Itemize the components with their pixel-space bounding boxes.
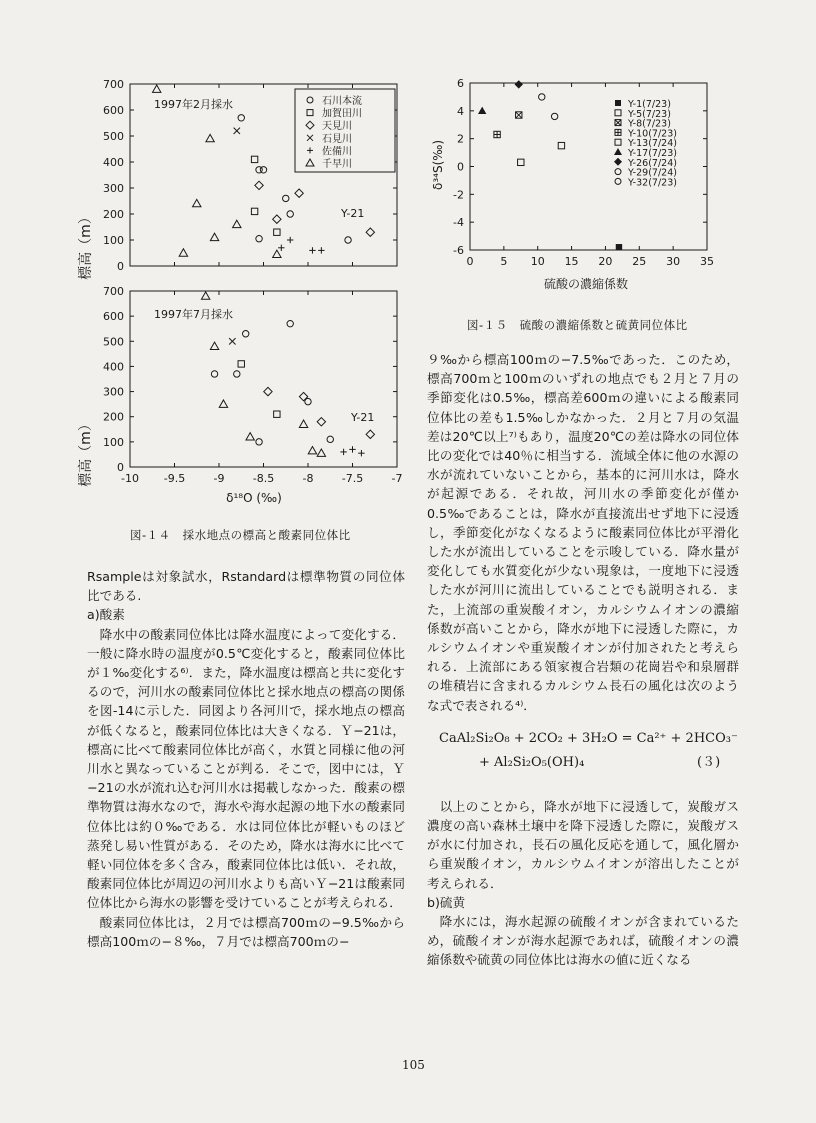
right-column [427, 350, 739, 970]
fig15-caption: 図-１５ 硫酸の濃縮係数と硫黄同位体比 [467, 318, 688, 332]
fig15-xlabel: 硫酸の濃縮係数 [543, 277, 629, 291]
heading-oxygen: a)酸素 [87, 607, 125, 623]
fig14-top-point [251, 156, 257, 162]
fig14-y21-bottom: Y-21 [351, 411, 375, 424]
fig15-point [478, 107, 486, 114]
fig14-bottom-xtick: -7.5 [341, 472, 364, 485]
fig14-top-point [318, 247, 324, 253]
fig15-point [551, 113, 557, 119]
paragraph-rsample: Rsampleは対象試水，Rstandardは標準物質の同位体比である. [87, 569, 405, 604]
fig15-point [558, 142, 564, 148]
fig14-legend-label: 千早川 [322, 159, 352, 170]
fig14-y21-top: Y-21 [341, 207, 365, 220]
fig14-ylabel-bottom: 標高（m） [78, 417, 94, 487]
fig14-bottom-point [238, 361, 244, 367]
fig15-legend-label: Y-8(7/23) [628, 118, 671, 130]
fig14-top-point [179, 249, 187, 256]
fig15-ytick: -4 [453, 216, 464, 230]
fig14-top-point [273, 250, 281, 257]
fig14-bottom-ytick: 0 [117, 461, 124, 474]
equation-line-1: CaAl₂Si₂O₈ + 2CO₂ + 3H₂O = Ca²⁺ + 2HCO₃⁻ [439, 730, 738, 746]
fig14-bottom-point [201, 292, 209, 299]
fig14-bottom-point [327, 436, 333, 442]
fig14-legend [295, 89, 395, 172]
heading-sulfur: b)硫黄 [427, 894, 466, 910]
fig14-top-point [238, 115, 244, 121]
fig14-bottom-ytick: 600 [103, 310, 124, 324]
fig14-bottom-point [317, 418, 325, 426]
fig14-bottom-point [340, 449, 346, 455]
fig14-top-point [193, 199, 201, 206]
fig15-ytick: 2 [457, 132, 464, 146]
fig15-point [539, 94, 545, 100]
fig15-legend-marker [614, 158, 622, 166]
fig15-xtick: 0 [466, 255, 474, 268]
fig14-top-point [366, 228, 374, 236]
fig14-bottom-point [256, 439, 262, 445]
fig15-legend-marker [615, 120, 621, 126]
fig14-bottom-xtick: -7 [391, 472, 403, 485]
fig14-bottom-point [210, 342, 218, 349]
left-column [87, 567, 405, 951]
fig14-bottom-point [211, 371, 217, 377]
fig14-top-point [295, 189, 303, 197]
fig14-bottom-point [246, 433, 254, 440]
fig14-xlabel: δ¹⁸O (‰) [226, 491, 282, 505]
fig14-bottom-point [264, 387, 272, 395]
fig14-bottom-ytick: 400 [103, 360, 124, 374]
fig14-top-ytick: 200 [103, 208, 124, 221]
fig15-legend-marker [615, 178, 621, 184]
fig14-bottom-point [274, 411, 280, 417]
fig14-legend-label: 石見川 [322, 133, 352, 145]
fig15-legend-marker [615, 129, 621, 135]
fig15-point [616, 244, 622, 250]
figure-15 [420, 70, 720, 295]
equation-number: (３) [697, 754, 721, 770]
fig14-bottom-point [349, 446, 355, 452]
fig15-legend-label: Y-10(7/23) [628, 128, 677, 140]
fig14-bottom-label: 1997年7月採水 [154, 308, 233, 321]
fig14-bottom-xtick: -9 [213, 472, 225, 485]
fig15-legend-marker [614, 148, 622, 155]
fig14-top-point [345, 237, 351, 243]
fig15-ytick: 4 [457, 104, 464, 118]
fig15-legend-marker [615, 169, 621, 175]
paragraph-oxygen-1: 降水中の酸素同位体比は降水温度によって変化する．一般に降水時の温度が0.5℃変化すると，酸素同位体比が１‰変化する⁶⁾．また，降水温度は標高と共に変化するので，河川水の酸素同位体比と採水地点の標高の関係を図-14に示した．同図より各河川で，採水地点の標高が低くなると，酸素同位体比は大きくなる．Ｙ−21は，標高に比べて酸素同位体比が高く，水質と同様に他の河川水と異なっていることが判る．そこで，図中には，Ｙ−21の水が流れ込む河川水は掲載しなかった．酸素の標準物質は海水なので，海水や海水起源の地下水の酸素同位体比は約０‰である．水は同位体比が軽いものほど蒸発し易い性質がある．そのため，降水は海水に比べて軽い同位体を多く含み，酸素同位体比は低い．それ故，酸素同位体比が周辺の河川水よりも高いＹ−21は酸素同位体比から海水の影響を受けていることが考えられる． [87, 626, 405, 911]
fig15-legend-label: Y-29(7/24) [628, 167, 677, 179]
fig14-top-point [283, 195, 289, 201]
fig14-bottom-ytick: 100 [103, 435, 124, 449]
fig15-legend-label: Y-17(7/23) [628, 148, 677, 159]
fig14-top-point [210, 233, 218, 240]
fig14-top-point [278, 245, 284, 251]
fig15-xtick: 35 [700, 255, 714, 268]
paragraph-continued: ９‰から標高100ｍの−7.5‰であった．このため，標高700ｍと100ｍのいずれの地点でも２月と７月の季節変化は0.5‰，標高差600ｍの違いによる酸素同位体比の差も1.5‰しかなかった．２月と７月の気温差は20℃以上⁷⁾もあり，温度20℃の差は降水の同位体比の変化では40％に相当する．流域全体に他の水源の水が流れていないことから，基本的に河川水は，降水が起源である．それ故，河川水の季節変化が僅か0.5‰であることは，降水が直接流出せず地下に浸透し，季節変化がなくなるように酸素同位体比が平滑化した水が流出していることを示唆している．降水量が変化しても水質変化が少ない現象は，一度地下に浸透した水が河川に流出していることでも説明される．また，上流部の重炭酸イオン，カルシウムイオンの濃縮係数が高いことから，降水が地下に浸透した際に，カルシウムイオンや重炭酸イオンが付加されたと考えられる．上流部にある領家複合岩類の花崗岩や和泉層群の堆積岩に含まれるカルシウム長石の風化は次のような式で表される⁴⁾． [427, 352, 739, 713]
fig14-bottom-point [287, 320, 293, 326]
fig14-top-point [251, 208, 257, 214]
fig15-point [515, 80, 523, 88]
fig15-xtick: 25 [632, 255, 647, 268]
fig14-bottom-ytick: 500 [103, 335, 124, 349]
fig14-bottom-xtick: -8.5 [252, 472, 275, 485]
fig14-top-ytick: 100 [103, 234, 124, 247]
fig14-ylabel-top: 標高（m） [78, 210, 94, 280]
fig14-bottom-point [366, 430, 374, 438]
equation-line-2: + Al₂Si₂O₅(OH)₄ [479, 754, 585, 770]
paragraph-sulfur: 降水には，海水起源の硫酸イオンが含まれているため，硫酸イオンが海水起源であれば，硫酸イオンの濃縮係数や硫黄の同位体比は海水の値に近くなる [427, 914, 739, 968]
fig14-top-ytick: 700 [103, 78, 124, 91]
fig15-legend-marker [615, 100, 621, 106]
fig14-top-point [273, 215, 281, 223]
fig14-top-point [287, 211, 293, 217]
fig14-bottom-point [243, 331, 249, 337]
fig14-top-ytick: 300 [103, 182, 124, 195]
fig15-legend-marker [615, 110, 621, 116]
fig14-top-point [309, 247, 315, 253]
fig14-legend-label: 石川本流 [322, 96, 362, 107]
paragraph-conclusion: 以上のことから，降水が地下に浸透して，炭酸ガス濃度の高い森林土壌中を降下浸透した際に，炭酸ガスが水に付加され，長石の風化反応を通して，風化層から重炭酸イオン，カルシウムイオンが溶出したことが考えられる． [427, 798, 739, 891]
fig14-top-point [206, 134, 214, 141]
fig14-top-point [256, 236, 262, 242]
fig14-bottom-point [299, 392, 307, 400]
fig15-point [494, 131, 500, 137]
fig14-bottom-xtick: -9.5 [163, 472, 186, 485]
fig14-bottom-ytick: 700 [103, 285, 124, 298]
fig15-xtick: 5 [500, 255, 508, 268]
fig14-bottom-point [358, 450, 364, 456]
figure-14 [70, 70, 410, 540]
fig14-top-ytick: 500 [103, 130, 124, 143]
page-number: 105 [402, 1058, 425, 1072]
fig15-legend-label: Y-32(7/23) [628, 177, 677, 189]
fig15-point [518, 159, 524, 165]
fig14-bottom-point [308, 446, 316, 453]
fig14-top-point [234, 128, 240, 134]
fig14-top-ytick: 0 [117, 260, 124, 273]
fig14-bottom-point [317, 449, 325, 456]
fig14-bottom-ytick: 200 [103, 410, 124, 424]
fig14-caption: 図-１４ 採水地点の標高と酸素同位体比 [130, 528, 351, 542]
fig15-xtick: 30 [666, 255, 681, 268]
fig15-ytick: 6 [457, 77, 464, 90]
fig14-top-point [255, 181, 263, 189]
fig14-top-point [233, 220, 241, 227]
fig15-legend-label: Y-5(7/23) [628, 108, 671, 120]
fig14-bottom-point [219, 400, 227, 407]
fig14-bottom-ytick: 300 [103, 385, 124, 399]
fig15-legend-label: Y-26(7/24) [628, 157, 677, 169]
fig15-legend-label: Y-13(7/24) [628, 138, 677, 150]
fig14-bottom-point [234, 371, 240, 377]
fig14-top-point [274, 229, 280, 235]
fig14-top-label: 1997年2月採水 [154, 98, 233, 111]
fig15-ylabel: δ³⁴S(‰) [431, 139, 445, 191]
fig14-top-ytick: 400 [103, 156, 124, 169]
fig15-ytick: -6 [453, 244, 464, 257]
fig15-xtick: 10 [530, 255, 545, 268]
fig15-legend-marker [615, 139, 621, 145]
fig15-point [516, 112, 522, 118]
fig14-legend-label: 佐備川 [322, 146, 352, 158]
fig15-ytick: 0 [457, 160, 464, 174]
fig14-bottom-point [299, 420, 307, 427]
fig14-top-point [287, 237, 293, 243]
fig15-xtick: 15 [564, 255, 579, 268]
fig14-bottom-panel [103, 285, 402, 485]
fig15-legend-label: Y-1(7/23) [628, 99, 671, 110]
fig15-xtick: 20 [598, 255, 613, 268]
fig14-bottom-point [229, 338, 235, 344]
fig14-top-ytick: 600 [103, 104, 124, 117]
paragraph-oxygen-2: 酸素同位体比は，２月では標高700ｍの−9.5‰から標高100ｍの−８‰，７月では標高700ｍの− [87, 914, 405, 949]
equation-3 [427, 725, 739, 783]
fig14-bottom-xtick: -8 [302, 472, 314, 485]
fig14-top-point [153, 85, 161, 92]
fig14-bottom-point [305, 398, 311, 404]
fig15-legend [614, 99, 677, 188]
fig14-top-point [260, 167, 266, 173]
fig14-legend-label: 天見川 [322, 121, 352, 133]
fig14-legend-label: 加賀田川 [322, 108, 362, 120]
fig15-ytick: -2 [453, 188, 464, 202]
fig14-bottom-xtick: -10 [121, 472, 139, 485]
